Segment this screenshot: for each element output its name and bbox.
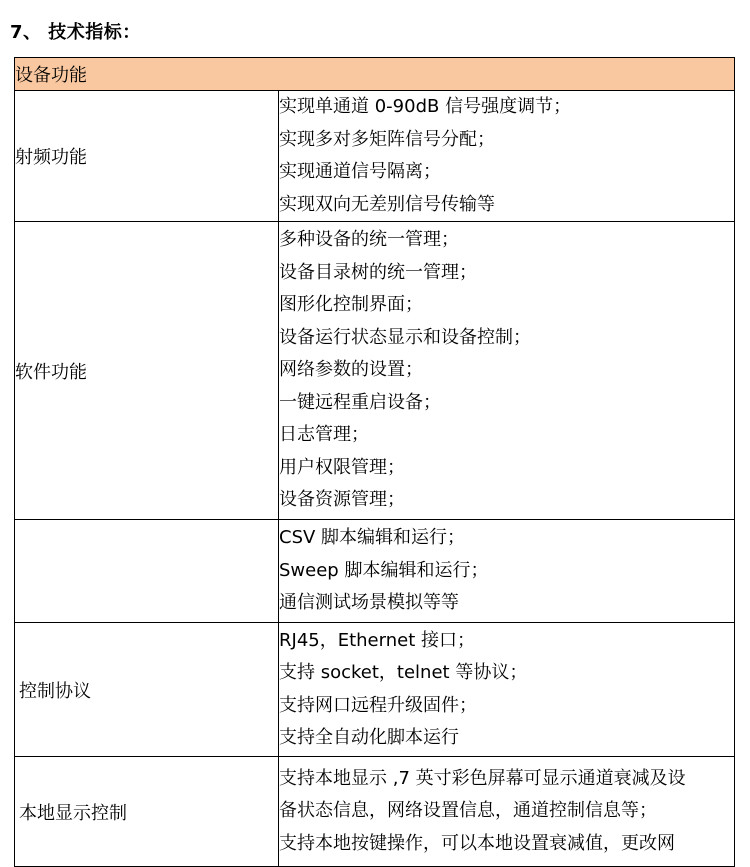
list-item: 支持 socket，telnet 等协议； <box>279 662 528 683</box>
table-header-cell: 设备功能 <box>15 58 735 91</box>
list-item: RJ45，Ethernet 接口； <box>279 629 475 651</box>
list-item: Sweep 脚本编辑和运行； <box>279 559 489 581</box>
list-item: 网络参数的设置； <box>279 359 423 381</box>
spec-table <box>14 57 735 867</box>
list-item: 支持本地按键操作，可以本地设置衰减值，更改网 <box>279 832 675 854</box>
list-item: 用户权限管理； <box>279 456 405 478</box>
row-content-local-display <box>279 757 735 867</box>
section-heading: 7、 技术指标： <box>10 22 141 43</box>
list-item: 通信测试场景模拟等等 <box>279 592 459 614</box>
row-content-protocol <box>279 623 735 757</box>
list-item: 支持网口远程升级固件； <box>279 694 477 716</box>
list-item: 备状态信息，网络设置信息，通道控制信息等； <box>279 800 657 822</box>
row-label-local-display: 本地显示控制 <box>15 757 279 867</box>
row-content-rf <box>279 91 735 222</box>
row-label-protocol: 控制协议 <box>15 623 279 757</box>
list-item: 多种设备的统一管理； <box>279 229 459 251</box>
table-header-row <box>15 58 735 91</box>
table-row <box>15 222 735 520</box>
row-label-empty <box>15 520 279 623</box>
list-item: 设备资源管理； <box>279 489 405 511</box>
list-item: CSV 脚本编辑和运行； <box>279 527 466 549</box>
list-item: 设备运行状态显示和设备控制； <box>279 326 531 348</box>
row-label-rf: 射频功能 <box>15 91 279 222</box>
list-item: 实现多对多矩阵信号分配； <box>279 128 495 150</box>
list-item: 实现单通道 0-90dB 信号强度调节； <box>279 96 572 117</box>
row-content-software <box>279 222 735 520</box>
list-item: 实现通道信号隔离； <box>279 161 441 182</box>
list-item: 一键远程重启设备； <box>279 391 441 413</box>
list-item: 设备目录树的统一管理； <box>279 261 477 283</box>
list-item: 图形化控制界面； <box>279 294 423 316</box>
list-item: 支持本地显示 ,7 英寸彩色屏幕可显示通道衰减及设 <box>279 767 686 789</box>
table-row <box>15 757 735 867</box>
list-item: 支持全自动化脚本运行 <box>279 727 459 748</box>
table-row <box>15 623 735 757</box>
list-item: 实现双向无差别信号传输等 <box>279 193 495 215</box>
table-row <box>15 91 735 222</box>
row-label-software: 软件功能 <box>15 222 279 520</box>
list-item: 日志管理； <box>279 424 369 446</box>
table-row <box>15 520 735 623</box>
row-content-scripts <box>279 520 735 623</box>
